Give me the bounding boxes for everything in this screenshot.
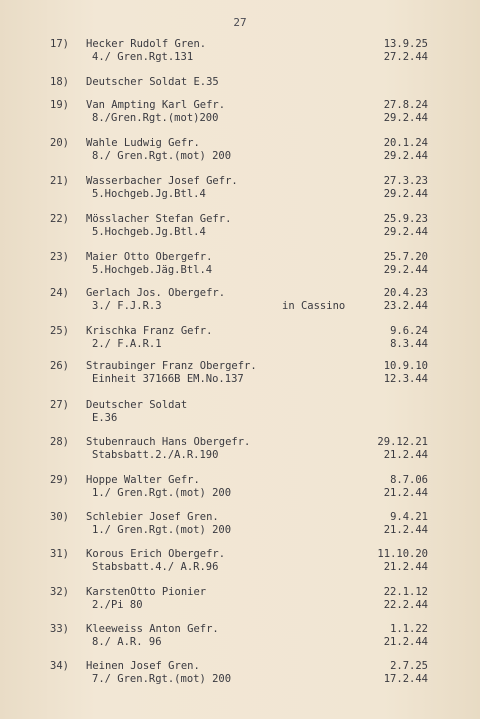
entry-place: in Cassino — [282, 300, 346, 312]
entry-number: 28) — [50, 436, 69, 448]
entry-birth-date: 10.9.10 — [383, 360, 428, 372]
entry-birth-date: 27.3.23 — [383, 175, 428, 187]
entry-unit: 1./ Gren.Rgt.(mot) 200 — [92, 524, 232, 536]
entry-birth-date: 25.9.23 — [383, 213, 428, 225]
entry-death-date: 29.2.44 — [383, 188, 428, 200]
entry-name: Heinen Josef Gren. — [86, 660, 200, 672]
entry-number: 19) — [50, 99, 69, 111]
entry-name: Wahle Ludwig Gefr. — [86, 137, 200, 149]
entry-number: 32) — [50, 586, 69, 598]
entry-death-date: 17.2.44 — [383, 673, 428, 685]
entry-unit: 8./ A.R. 96 — [92, 636, 162, 648]
entry-number: 29) — [50, 474, 69, 486]
entry-number: 31) — [50, 548, 69, 560]
entry-unit: 7./ Gren.Rgt.(mot) 200 — [92, 673, 232, 685]
entry-name: Mösslacher Stefan Gefr. — [86, 213, 232, 225]
entry-unit: Stabsbatt.4./ A.R.96 — [92, 561, 219, 573]
entry-name: Maier Otto Obergefr. — [86, 251, 213, 263]
entry-birth-date: 27.8.24 — [383, 99, 428, 111]
entry-number: 34) — [50, 660, 69, 672]
entry-birth-date: 29.12.21 — [377, 436, 428, 448]
entry-birth-date: 20.4.23 — [383, 287, 428, 299]
entry-death-date: 21.2.44 — [383, 636, 428, 648]
entry-number: 27) — [50, 399, 69, 411]
page-number: 27 — [233, 16, 247, 29]
entry-death-date: 23.2.44 — [383, 300, 428, 312]
entry-number: 30) — [50, 511, 69, 523]
entry-unit: 3./ F.J.R.3 — [92, 300, 162, 312]
entry-birth-date: 8.7.06 — [390, 474, 428, 486]
entry-unit: 5.Hochgeb.Jg.Btl.4 — [92, 188, 206, 200]
entry-birth-date: 22.1.12 — [383, 586, 428, 598]
entry-birth-date: 11.10.20 — [377, 548, 428, 560]
entry-name: Straubinger Franz Obergefr. — [86, 360, 257, 372]
entry-death-date: 12.3.44 — [383, 373, 428, 385]
entry-number: 26) — [50, 360, 69, 372]
entry-unit: E.36 — [92, 412, 118, 424]
entry-name: Wasserbacher Josef Gefr. — [86, 175, 238, 187]
entry-number: 24) — [50, 287, 69, 299]
entry-name: Van Ampting Karl Gefr. — [86, 99, 226, 111]
entry-number: 22) — [50, 213, 69, 225]
entry-unit: 8./Gren.Rgt.(mot)200 — [92, 112, 219, 124]
entry-name: Hoppe Walter Gefr. — [86, 474, 200, 486]
entry-unit: 8./ Gren.Rgt.(mot) 200 — [92, 150, 232, 162]
entry-name: Gerlach Jos. Obergefr. — [86, 287, 226, 299]
entry-birth-date: 13.9.25 — [383, 38, 428, 50]
entry-number: 33) — [50, 623, 69, 635]
entry-birth-date: 25.7.20 — [383, 251, 428, 263]
entry-number: 23) — [50, 251, 69, 263]
entry-name: Hecker Rudolf Gren. — [86, 38, 207, 50]
entry-unit: 5.Hochgeb.Jäg.Btl.4 — [92, 264, 213, 276]
entry-name: Deutscher Soldat E.35 — [86, 76, 219, 88]
entry-birth-date: 2.7.25 — [390, 660, 428, 672]
entry-birth-date: 9.4.21 — [390, 511, 428, 523]
entry-death-date: 21.2.44 — [383, 449, 428, 461]
entry-unit: 4./ Gren.Rgt.131 — [92, 51, 194, 63]
entry-name: Korous Erich Obergefr. — [86, 548, 226, 560]
entry-death-date: 29.2.44 — [383, 150, 428, 162]
entry-death-date: 22.2.44 — [383, 599, 428, 611]
entry-death-date: 21.2.44 — [383, 561, 428, 573]
entry-name: Krischka Franz Gefr. — [86, 325, 213, 337]
entry-unit: 5.Hochgeb.Jg.Btl.4 — [92, 226, 206, 238]
entry-death-date: 29.2.44 — [383, 226, 428, 238]
entry-number: 17) — [50, 38, 69, 50]
entry-number: 25) — [50, 325, 69, 337]
entry-death-date: 21.2.44 — [383, 524, 428, 536]
entry-name: Deutscher Soldat — [86, 399, 188, 411]
entry-unit: Stabsbatt.2./A.R.190 — [92, 449, 219, 461]
entry-name: KarstenOtto Pionier — [86, 586, 207, 598]
entry-birth-date: 20.1.24 — [383, 137, 428, 149]
entry-name: Stubenrauch Hans Obergefr. — [86, 436, 251, 448]
entry-death-date: 29.2.44 — [383, 264, 428, 276]
entry-name: Schlebier Josef Gren. — [86, 511, 219, 523]
entry-birth-date: 1.1.22 — [390, 623, 428, 635]
entry-death-date: 21.2.44 — [383, 487, 428, 499]
entry-death-date: 29.2.44 — [383, 112, 428, 124]
entry-number: 20) — [50, 137, 69, 149]
entry-number: 18) — [50, 76, 69, 88]
entry-birth-date: 9.6.24 — [390, 325, 428, 337]
entry-name: Kleeweiss Anton Gefr. — [86, 623, 219, 635]
entry-number: 21) — [50, 175, 69, 187]
entry-death-date: 8.3.44 — [390, 338, 428, 350]
entry-unit: 1./ Gren.Rgt.(mot) 200 — [92, 487, 232, 499]
entry-unit: Einheit 37166B EM.No.137 — [92, 373, 244, 385]
entry-unit: 2./Pi 80 — [92, 599, 143, 611]
entry-unit: 2./ F.A.R.1 — [92, 338, 162, 350]
entry-death-date: 27.2.44 — [383, 51, 428, 63]
